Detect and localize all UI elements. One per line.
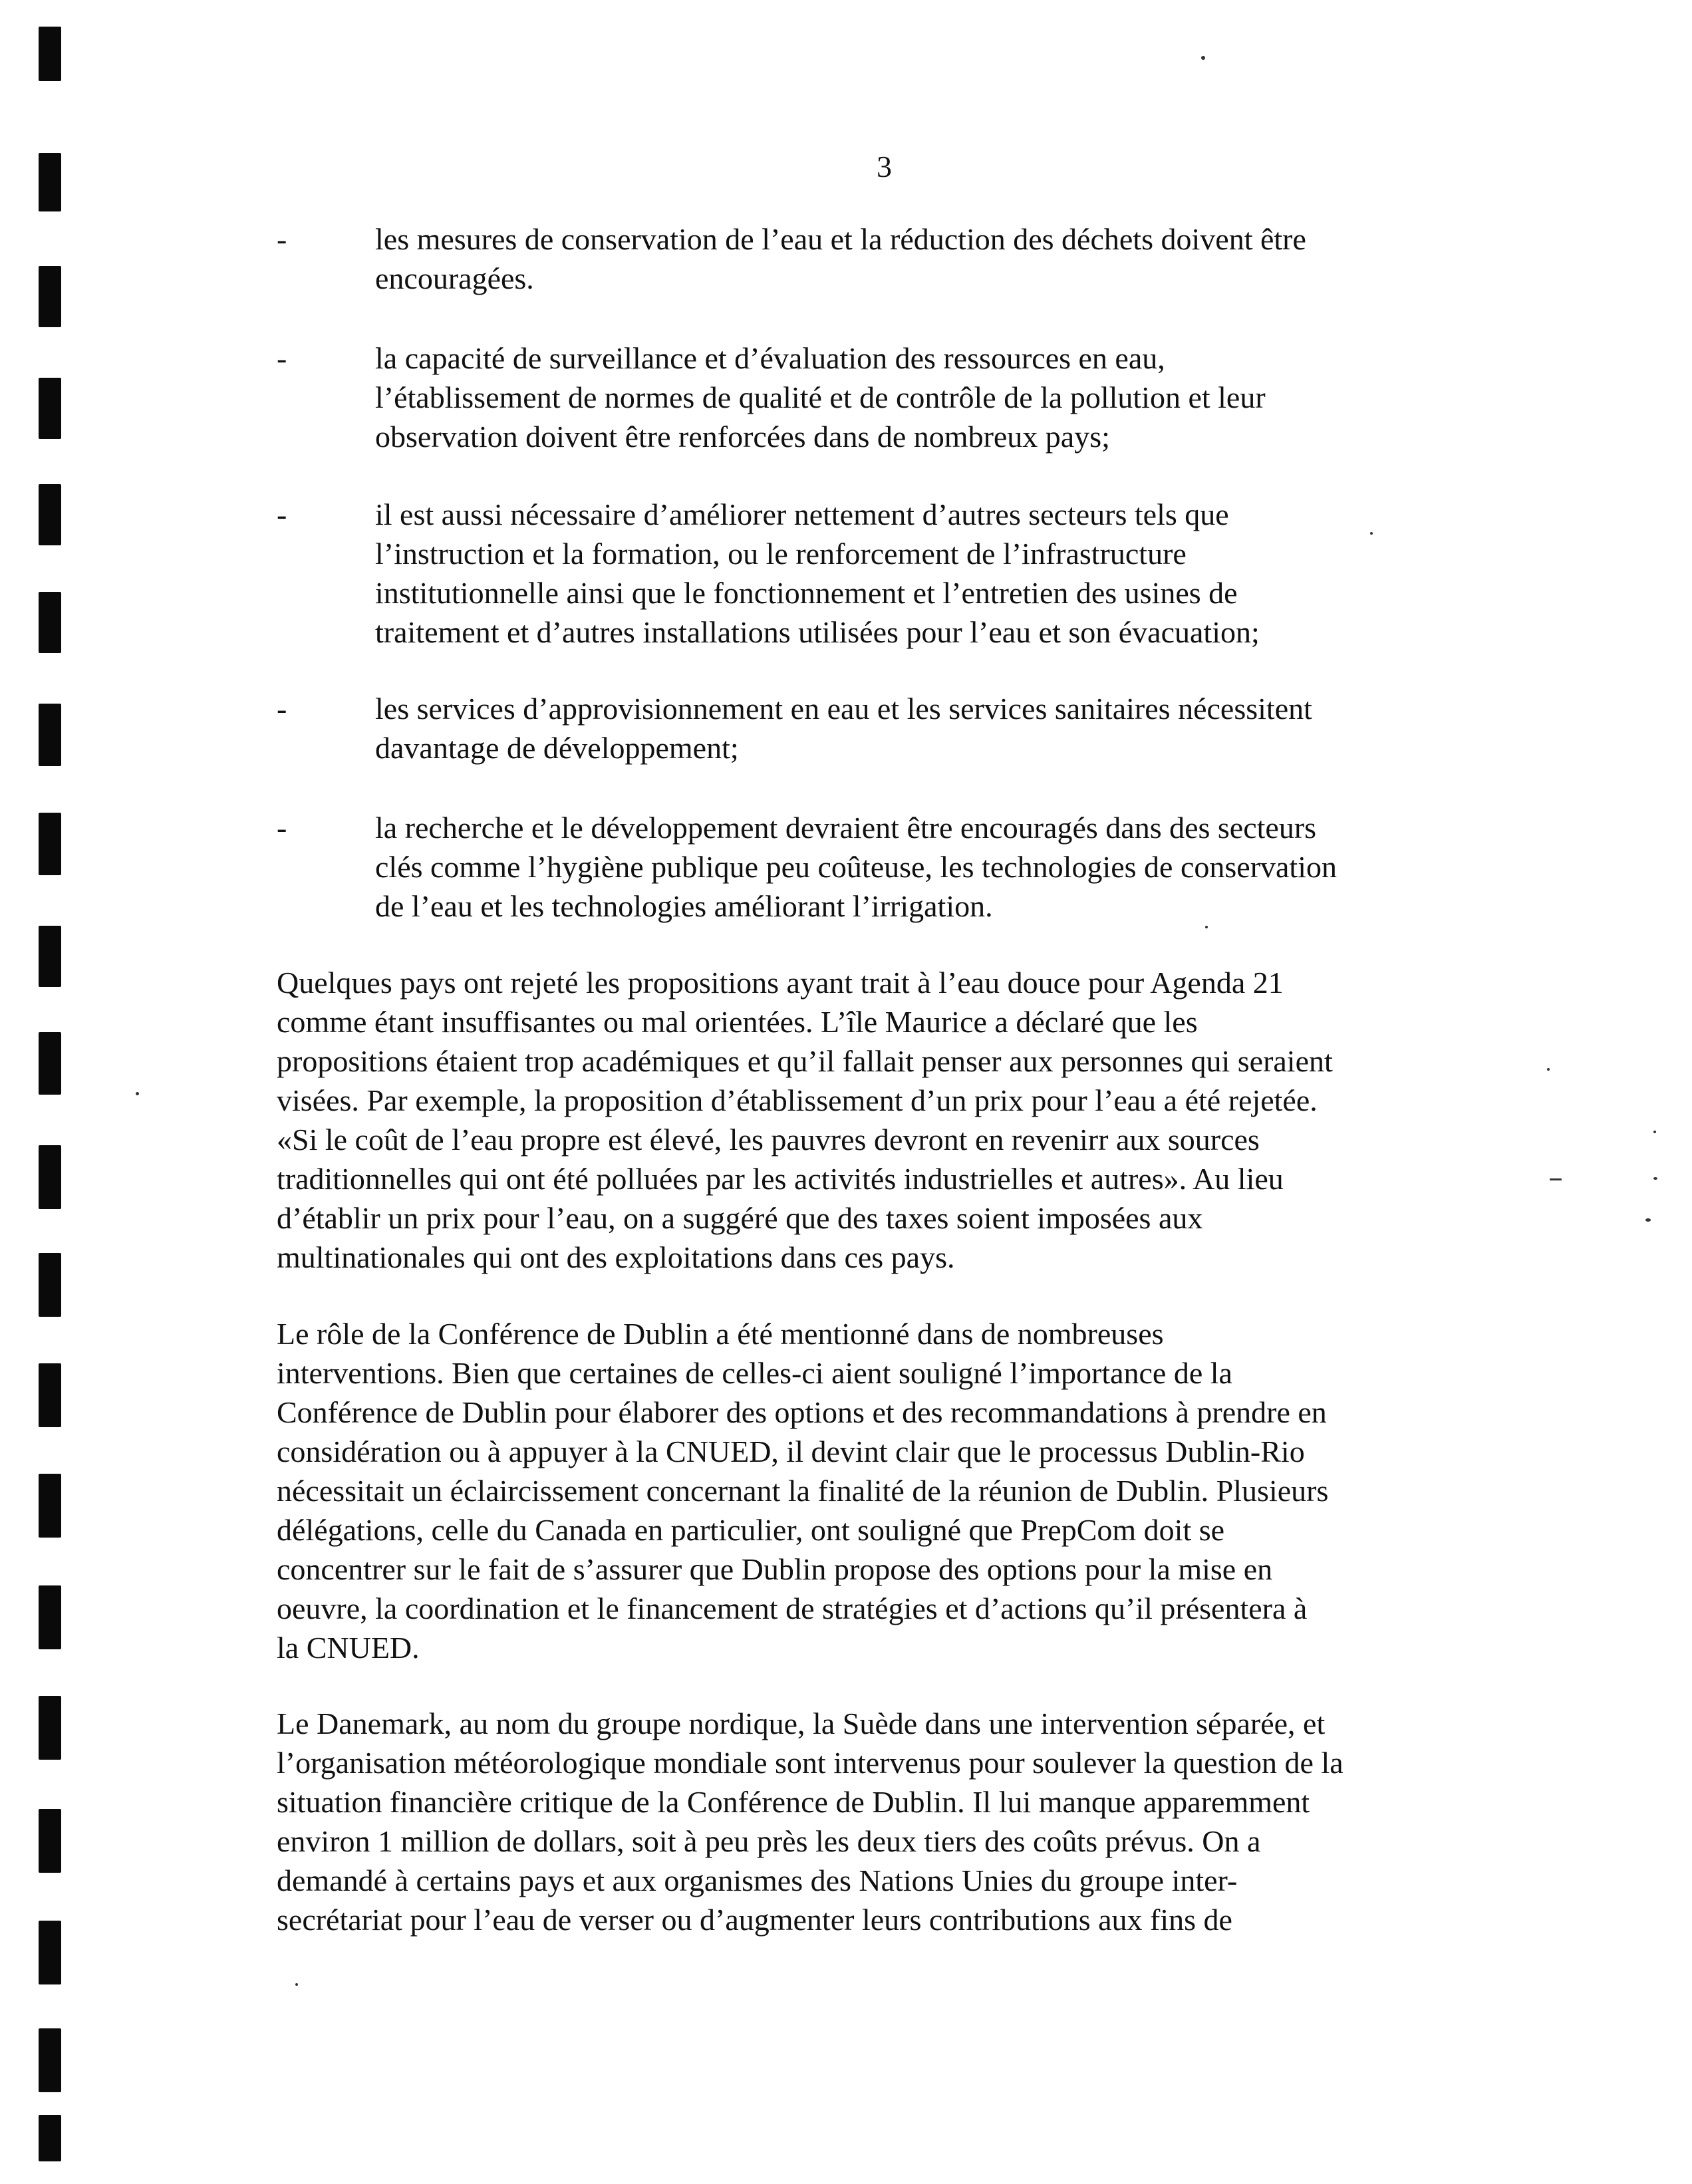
scan-speck bbox=[136, 1092, 139, 1095]
text-line: demandé à certains pays et aux organismes des Nations Unies du groupe inter- bbox=[277, 1863, 1238, 1897]
text-line: davantage de développement; bbox=[375, 731, 739, 765]
binding-mark bbox=[39, 1474, 61, 1538]
bullet-text bbox=[375, 689, 1312, 767]
text-line: propositions étaient trop académiques et qu’il fallait penser aux personnes qui seraient bbox=[277, 1044, 1333, 1078]
text-line: Le Danemark, au nom du groupe nordique, la Suède dans une intervention séparée, et bbox=[277, 1706, 1326, 1740]
text-line: concentrer sur le fait de s’assurer que Dublin propose des options pour la mise en bbox=[277, 1552, 1273, 1586]
binding-mark bbox=[39, 266, 61, 327]
binding-mark bbox=[39, 153, 61, 211]
binding-mark bbox=[39, 27, 61, 81]
binding-mark bbox=[39, 1809, 61, 1873]
bullet-text bbox=[375, 339, 1266, 456]
text-line: situation financière critique de la Conférence de Dublin. Il lui manque apparemment bbox=[277, 1785, 1310, 1819]
binding-mark bbox=[39, 592, 61, 653]
binding-mark bbox=[39, 1921, 61, 1984]
text-line: interventions. Bien que certaines de celles-ci aient souligné l’importance de la bbox=[277, 1356, 1232, 1390]
text-line: d’établir un prix pour l’eau, on a suggéré que des taxes soient imposées aux bbox=[277, 1201, 1203, 1235]
body-paragraph bbox=[277, 963, 1527, 1277]
bullet-text bbox=[375, 219, 1306, 298]
text-line: institutionnelle ainsi que le fonctionnement et l’entretien des usines de bbox=[375, 576, 1238, 610]
binding-mark bbox=[39, 484, 61, 545]
binding-mark bbox=[39, 1032, 61, 1095]
text-line: clés comme l’hygiène publique peu coûteuse, les technologies de conservation bbox=[375, 850, 1337, 884]
scan-speck bbox=[295, 1983, 298, 1986]
scan-speck bbox=[1653, 1177, 1657, 1180]
binding-mark bbox=[39, 1145, 61, 1209]
bullet-text bbox=[375, 495, 1260, 652]
binding-mark bbox=[39, 1253, 61, 1317]
bullet-dash: - bbox=[277, 692, 287, 726]
scan-speck bbox=[1370, 532, 1373, 535]
binding-mark bbox=[39, 813, 61, 875]
scan-speck bbox=[1201, 56, 1205, 60]
bullet-dash: - bbox=[277, 341, 287, 375]
text-line: visées. Par exemple, la proposition d’établissement d’un prix pour l’eau a été rejetée. bbox=[277, 1083, 1318, 1117]
text-line: délégations, celle du Canada en particulier, ont souligné que PrepCom doit se bbox=[277, 1513, 1225, 1547]
text-line: encouragées. bbox=[375, 261, 534, 295]
text-line: Conférence de Dublin pour élaborer des options et des recommandations à prendre en bbox=[277, 1395, 1327, 1429]
binding-mark bbox=[39, 2115, 61, 2161]
text-line: observation doivent être renforcées dans de nombreux pays; bbox=[375, 420, 1110, 454]
text-line: les services d’approvisionnement en eau et les services sanitaires nécessitent bbox=[375, 692, 1312, 726]
text-line: la CNUED. bbox=[277, 1631, 420, 1665]
text-line: de l’eau et les technologies améliorant l’irrigation. bbox=[375, 889, 993, 923]
text-line: la capacité de surveillance et d’évaluation des ressources en eau, bbox=[375, 341, 1165, 375]
text-line: multinationales qui ont des exploitations dans ces pays. bbox=[277, 1240, 955, 1274]
body-paragraph bbox=[277, 1314, 1527, 1667]
binding-mark bbox=[39, 2028, 61, 2092]
text-line: traditionnelles qui ont été polluées par les activités industrielles et autres». Au lieu bbox=[277, 1162, 1284, 1196]
page-number: 3 bbox=[877, 150, 892, 184]
text-line: il est aussi nécessaire d’améliorer nettement d’autres secteurs tels que bbox=[375, 497, 1229, 531]
text-line: nécessitait un éclaircissement concernant la finalité de la réunion de Dublin. Plusieurs bbox=[277, 1474, 1329, 1508]
text-line: secrétariat pour l’eau de verser ou d’augmenter leurs contributions aux fins de bbox=[277, 1903, 1232, 1937]
text-line: les mesures de conservation de l’eau et la réduction des déchets doivent être bbox=[375, 222, 1306, 256]
bullet-dash: - bbox=[277, 497, 287, 531]
bullet-dash: - bbox=[277, 222, 287, 256]
text-line: traitement et d’autres installations utilisées pour l’eau et son évacuation; bbox=[375, 615, 1260, 649]
bullet-text bbox=[375, 808, 1337, 926]
text-line: oeuvre, la coordination et le financement de stratégies et d’actions qu’il présentera à bbox=[277, 1591, 1308, 1625]
binding-mark bbox=[39, 1363, 61, 1427]
scan-speck bbox=[1653, 1131, 1656, 1133]
text-line: environ 1 million de dollars, soit à peu près les deux tiers des coûts prévus. On a bbox=[277, 1824, 1261, 1858]
bullet-dash: - bbox=[277, 811, 287, 845]
binding-mark bbox=[39, 1696, 61, 1760]
text-line: Quelques pays ont rejeté les propositions ayant trait à l’eau douce pour Agenda 21 bbox=[277, 966, 1284, 1000]
text-line: la recherche et le développement devraient être encouragés dans des secteurs bbox=[375, 811, 1317, 845]
binding-mark bbox=[39, 378, 61, 439]
binding-mark bbox=[39, 704, 61, 766]
text-line: comme étant insuffisantes ou mal orientées. L’île Maurice a déclaré que les bbox=[277, 1005, 1198, 1039]
text-line: l’organisation météorologique mondiale sont intervenus pour soulever la question de la bbox=[277, 1746, 1343, 1780]
body-paragraph bbox=[277, 1704, 1527, 1939]
scan-speck bbox=[1205, 926, 1208, 928]
binding-mark bbox=[39, 1585, 61, 1649]
text-line: l’établissement de normes de qualité et de contrôle de la pollution et leur bbox=[375, 380, 1266, 414]
binding-mark bbox=[39, 926, 61, 987]
scan-speck bbox=[1550, 1178, 1562, 1180]
scan-speck bbox=[1645, 1218, 1651, 1222]
text-line: Le rôle de la Conférence de Dublin a été mentionné dans de nombreuses bbox=[277, 1317, 1164, 1351]
text-line: considération ou à appuyer à la CNUED, il devint clair que le processus Dublin-Rio bbox=[277, 1434, 1305, 1468]
text-line: «Si le coût de l’eau propre est élevé, les pauvres devront en revenirr aux sources bbox=[277, 1123, 1260, 1157]
text-line: l’instruction et la formation, ou le renforcement de l’infrastructure bbox=[375, 537, 1187, 571]
scan-speck bbox=[1547, 1068, 1550, 1071]
